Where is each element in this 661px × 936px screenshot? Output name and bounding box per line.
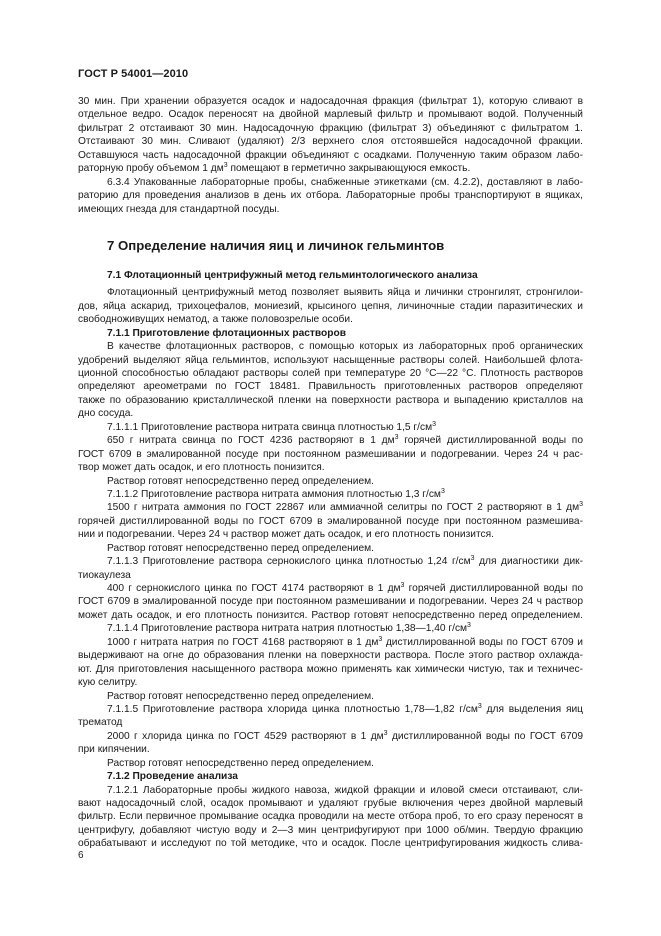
text-line: твор может дать осадок, и его плотность понизится.: [78, 462, 325, 474]
text-line: определяют ареометрами по ГОСТ 18481. Правильность приготовленных растворов определяют: [78, 381, 583, 393]
text-line: вают надосадочный слой, осадок промывают и удаляют грубые включения через двойной марлевый: [78, 798, 583, 809]
text-fragment: 1000 г нитрата натрия по ГОСТ 4168 растворяют в 1 дм: [107, 636, 379, 648]
subsection-title: [78, 555, 583, 568]
paragraph-7-1-1: [78, 340, 583, 421]
superscript: 3: [378, 635, 383, 643]
text-line: 6.3.4 Упакованные лабораторные пробы, снабженные этикетками (см. 4.2.2), доставляют в лабо-: [107, 176, 583, 188]
paragraph-7-1: [78, 286, 583, 326]
text-line: [78, 434, 583, 447]
text-line: [78, 636, 583, 649]
subsection-title: [78, 488, 583, 501]
text-line: Оставшуюся часть надосадочной фракции объединяют с осадками. Полученную таким образом лабо-: [78, 149, 583, 161]
text-line: обрабатывают и исследуют по той методике, что и осадок. После центрифугирования жидкость слива-: [78, 838, 583, 850]
text-line: [78, 730, 583, 743]
text-line: также по образованию кристаллической пленки на поверхности раствора и выпадению кристаллов на: [78, 394, 583, 406]
subsection-7-1-1-3: [78, 555, 583, 622]
text-fragment: 7.1.1.1 Приготовление раствора нитрата свинца плотностью 1,5 г/см: [107, 421, 433, 433]
text-fragment: 7.1.1.3 Приготовление раствора сернокислого цинка плотностью 1,24 г/см: [107, 556, 471, 568]
text-line: при кипячении.: [78, 744, 150, 756]
text-line: фильтр. Если первичное промывание осадка проводили на месте отбора проб, то его сразу переносят в: [78, 811, 583, 823]
superscript: 3: [394, 434, 399, 442]
text-fragment: горячей дистиллированной воды по: [398, 435, 583, 447]
superscript: 3: [400, 582, 405, 589]
text-fragment: для выделения яиц: [481, 703, 583, 715]
text-fragment: 400 г сернокислого цинка по ГОСТ 4174 растворяют в 1 дм: [107, 583, 401, 594]
text-line: центрифугу, добавляют чистую воду и 2—3 мин центрифугируют при 1000 об/мин. Твердую фракцию: [78, 824, 583, 836]
subsection-7-1-1-4: [78, 622, 583, 703]
text-line: ционной способностью обладают растворы солей при температуре 20 °С—22 °С. Плотность растворов: [78, 368, 583, 379]
text-line: имеющих гнезда для стандартной посуды.: [78, 203, 280, 215]
page-number: 6: [78, 850, 84, 861]
paragraph-7-1-2-1: [78, 784, 583, 851]
text-line: свободноживущих нематод, а также половозрелые особи.: [78, 314, 353, 326]
text-line: [78, 501, 583, 514]
page-content: [78, 95, 583, 851]
text-line: нии и подогревании. Через 24 ч раствор может дать осадок, и его плотность понизится.: [78, 529, 494, 541]
superscript: 3: [432, 420, 436, 428]
text-fragment: горячей дистиллированной воды по: [404, 583, 583, 594]
subsection-title: [78, 421, 583, 434]
section-7-heading: 7 Определение наличия яиц и личинок гельминтов: [107, 237, 445, 253]
text-fragment: 1500 г нитрата аммония по ГОСТ 22867 или аммиачной селитры по ГОСТ 2 растворяют в 1 дм: [107, 502, 580, 514]
text-fragment: раторную пробу объемом 1 дм: [78, 163, 224, 175]
text-line: может дать осадок, и его плотность понизится. Раствор готовят непосредственно перед определением.: [78, 609, 583, 621]
text-fragment: дистиллированной воды по ГОСТ 6709 и: [382, 636, 583, 648]
text-line: Раствор готовят непосредственно перед определением.: [107, 690, 374, 702]
subsection-title: [78, 703, 583, 716]
section-7-1-1-heading: 7.1.1 Приготовление флотационных растворов: [107, 327, 346, 339]
subsection-7-1-1-5: [78, 703, 583, 770]
text-line: выдерживают на огне до образования пленки на поверхности раствора. После этого раствор охлажда-: [78, 650, 583, 662]
text-line: трематод: [78, 717, 123, 729]
text-fragment: для диагностики дик-: [474, 556, 583, 568]
text-line: отдельное ведро. Осадок переносят на двойной марлевый фильтр и промывают водой. Полученный: [78, 109, 583, 121]
superscript: 3: [579, 501, 583, 509]
text-line: [78, 582, 583, 595]
superscript: 3: [223, 162, 228, 170]
text-fragment: 7.1.1.2 Приготовление раствора нитрата аммония плотностью 1,3 г/см: [107, 488, 441, 500]
text-line: дно сосуда.: [78, 408, 134, 420]
subsection-7-1-1-2: [78, 488, 583, 555]
text-line: кую селитру.: [78, 677, 138, 689]
text-line: ГОСТ 6709 в эмалированной посуде при постоянном размешивании и подогревании. Через 24 ч раствор: [78, 596, 583, 608]
text-fragment: 7.1.1.5 Приготовление раствора хлорида цинка плотностью 1,78—1,82 г/см: [107, 703, 478, 715]
section-7-1-2-heading: 7.1.2 Проведение анализа: [107, 771, 238, 783]
text-line: тиокаулеза: [78, 569, 131, 581]
text-line: дов, яйца аскарид, трихоцефалов, мониезий, крысиного цепня, личиночные стадии паразитических и: [78, 300, 583, 312]
text-fragment: 7.1.1.4 Приготовление раствора нитрата натрия плотностью 1,38—1,40 г/см: [107, 623, 468, 635]
text-line: В качестве флотационных растворов, с помощью которых из лабораторных проб органических: [107, 341, 583, 353]
text-fragment: дистиллированной воды по ГОСТ 6709: [387, 730, 583, 742]
text-line: удобрений выделяют яйца гельминтов, используют насыщенные растворы солей. Наибольшей флота-: [78, 354, 583, 366]
text-line: 7.1.2.1 Лабораторные пробы жидкого навоза, жидкой фракции и иловой смеси отстаивают, сли-: [107, 784, 583, 796]
text-line: Флотационный центрифужный метод позволяет выявить яйца и личинки стронгилят, стронгилои-: [107, 287, 583, 299]
text-line: Отстаивают 30 мин. Сливают (удаляют) 2/3 верхнего слоя отстоявшейся надосадочной фракции.: [78, 136, 583, 148]
superscript: 3: [477, 702, 482, 710]
text-fragment: 2000 г хлорида цинка по ГОСТ 4529 растворяют в 1 дм: [107, 730, 384, 742]
superscript: 3: [467, 622, 471, 630]
superscript: 3: [470, 555, 475, 563]
text-line: фильтрат 2 отстаивают 30 мин. Надосадочную фракцию (фильтрат 3) объединяют с фильтратом 1.: [78, 122, 583, 134]
text-line: Раствор готовят непосредственно перед определением.: [107, 542, 374, 554]
text-fragment: 650 г нитрата свинца по ГОСТ 4236 растворяют в 1 дм: [107, 435, 395, 447]
paragraph-intro: [78, 95, 583, 176]
text-line: Раствор готовят непосредственно перед определением.: [107, 757, 374, 769]
superscript: 3: [440, 487, 445, 495]
text-line: [78, 162, 583, 175]
text-fragment: помещают в герметично закрывающуюся емкость.: [227, 163, 471, 175]
text-line: горячей дистиллированной воды по ГОСТ 6709 в эмалированной посуде при постоянном размешива-: [78, 515, 583, 527]
document-header: ГОСТ Р 54001—2010: [78, 68, 189, 80]
subsection-title: [78, 622, 583, 635]
text-line: 30 мин. При хранении образуется осадок и надосадочная фракция (фильтрат 1), которую сливают в: [78, 96, 583, 107]
text-line: ГОСТ 6709 в эмалированной посуде при постоянном размешивании и подогревании. Через 24 ч рас-: [78, 448, 583, 460]
text-line: Раствор готовят непосредственно перед определением.: [107, 475, 374, 487]
superscript: 3: [383, 729, 388, 737]
paragraph-6-3-4: [78, 176, 583, 216]
section-7-1-heading: 7.1 Флотационный центрифужный метод гельминтологического анализа: [107, 269, 478, 281]
text-line: раторию для проведения анализов в день их отбора. Лабораторные пробы транспортируют в ящиках,: [78, 190, 583, 202]
subsection-7-1-1-1: [78, 421, 583, 488]
text-line: ют. Для приготовления насыщенного раствора можно применять как химически чистую, так и техничес-: [78, 663, 583, 675]
